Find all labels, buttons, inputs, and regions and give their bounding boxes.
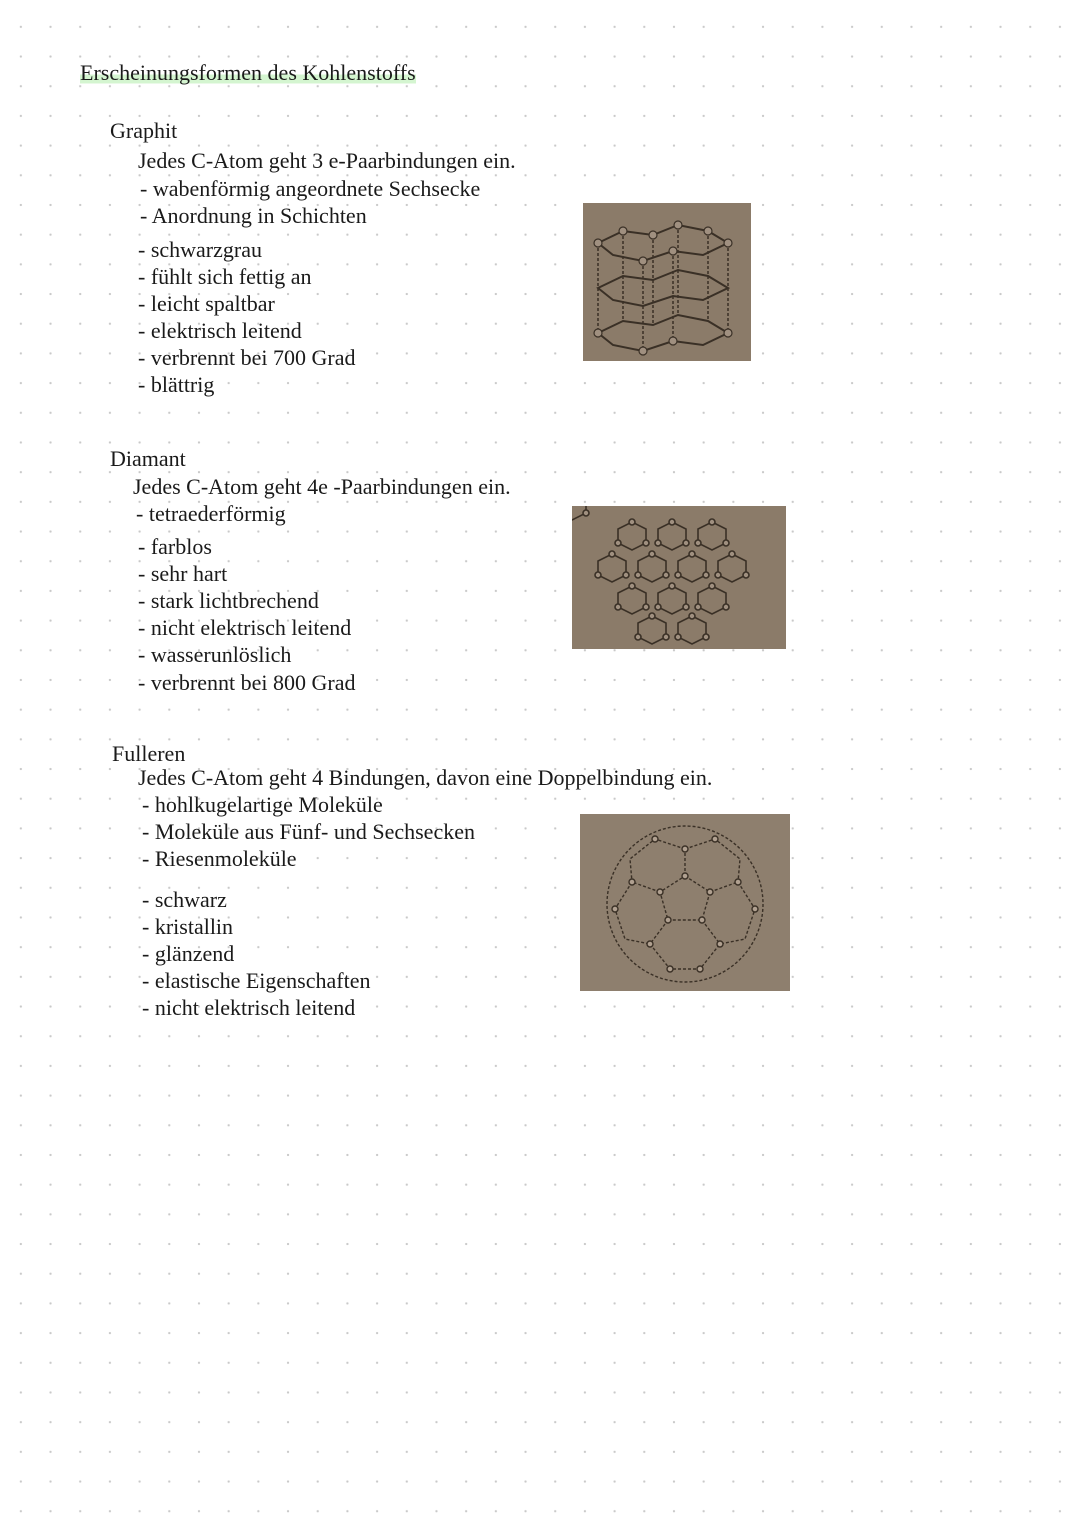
graphit-property: - elektrisch leitend	[138, 318, 302, 343]
diamant-property: - nicht elektrisch leitend	[138, 615, 352, 640]
fulleren-structure-item: - Riesenmoleküle	[142, 846, 297, 871]
graphit-property: - schwarzgrau	[138, 237, 262, 262]
fulleren-property: - glänzend	[142, 941, 235, 966]
fulleren-heading: Fulleren	[112, 741, 186, 766]
graphit-property: - fühlt sich fettig an	[138, 264, 312, 289]
fulleren-property: - elastische Eigenschaften	[142, 968, 371, 993]
graphit-property: - verbrennt bei 700 Grad	[138, 345, 356, 370]
graphit-structure-item: - Anordnung in Schichten	[140, 203, 367, 228]
fullerene-structure-image	[580, 814, 790, 991]
fulleren-property: - schwarz	[142, 887, 227, 912]
graphit-property: - blättrig	[138, 372, 215, 397]
diamant-property: - verbrennt bei 800 Grad	[138, 670, 356, 695]
graphite-structure-image	[583, 203, 751, 361]
diamant-property: - farblos	[138, 534, 212, 559]
diamant-heading: Diamant	[110, 446, 186, 471]
diamant-structure-item: - tetraederförmig	[136, 501, 286, 526]
diamond-structure-image	[572, 506, 786, 649]
fulleren-structure-item: - Moleküle aus Fünf- und Sechsecken	[142, 819, 475, 844]
diamant-intro: Jedes C-Atom geht 4e -Paarbindungen ein.	[133, 474, 511, 499]
fulleren-property: - nicht elektrisch leitend	[142, 995, 356, 1020]
page-title: Erscheinungsformen des Kohlenstoffs	[80, 60, 416, 85]
fulleren-property: - kristallin	[142, 914, 234, 939]
fulleren-intro: Jedes C-Atom geht 4 Bindungen, davon eine Doppelbindung ein.	[138, 765, 713, 790]
graphit-heading: Graphit	[110, 118, 178, 143]
graphit-structure-item: - wabenförmig angeordnete Sechsecke	[140, 176, 481, 201]
graphit-property: - leicht spaltbar	[138, 291, 275, 316]
diamant-property: - wasserunlöslich	[138, 642, 292, 667]
graphit-intro: Jedes C-Atom geht 3 e-Paarbindungen ein.	[138, 148, 516, 173]
diamant-property: - stark lichtbrechend	[138, 588, 319, 613]
diamant-property: - sehr hart	[138, 561, 228, 586]
fulleren-structure-item: - hohlkugelartige Moleküle	[142, 792, 383, 817]
